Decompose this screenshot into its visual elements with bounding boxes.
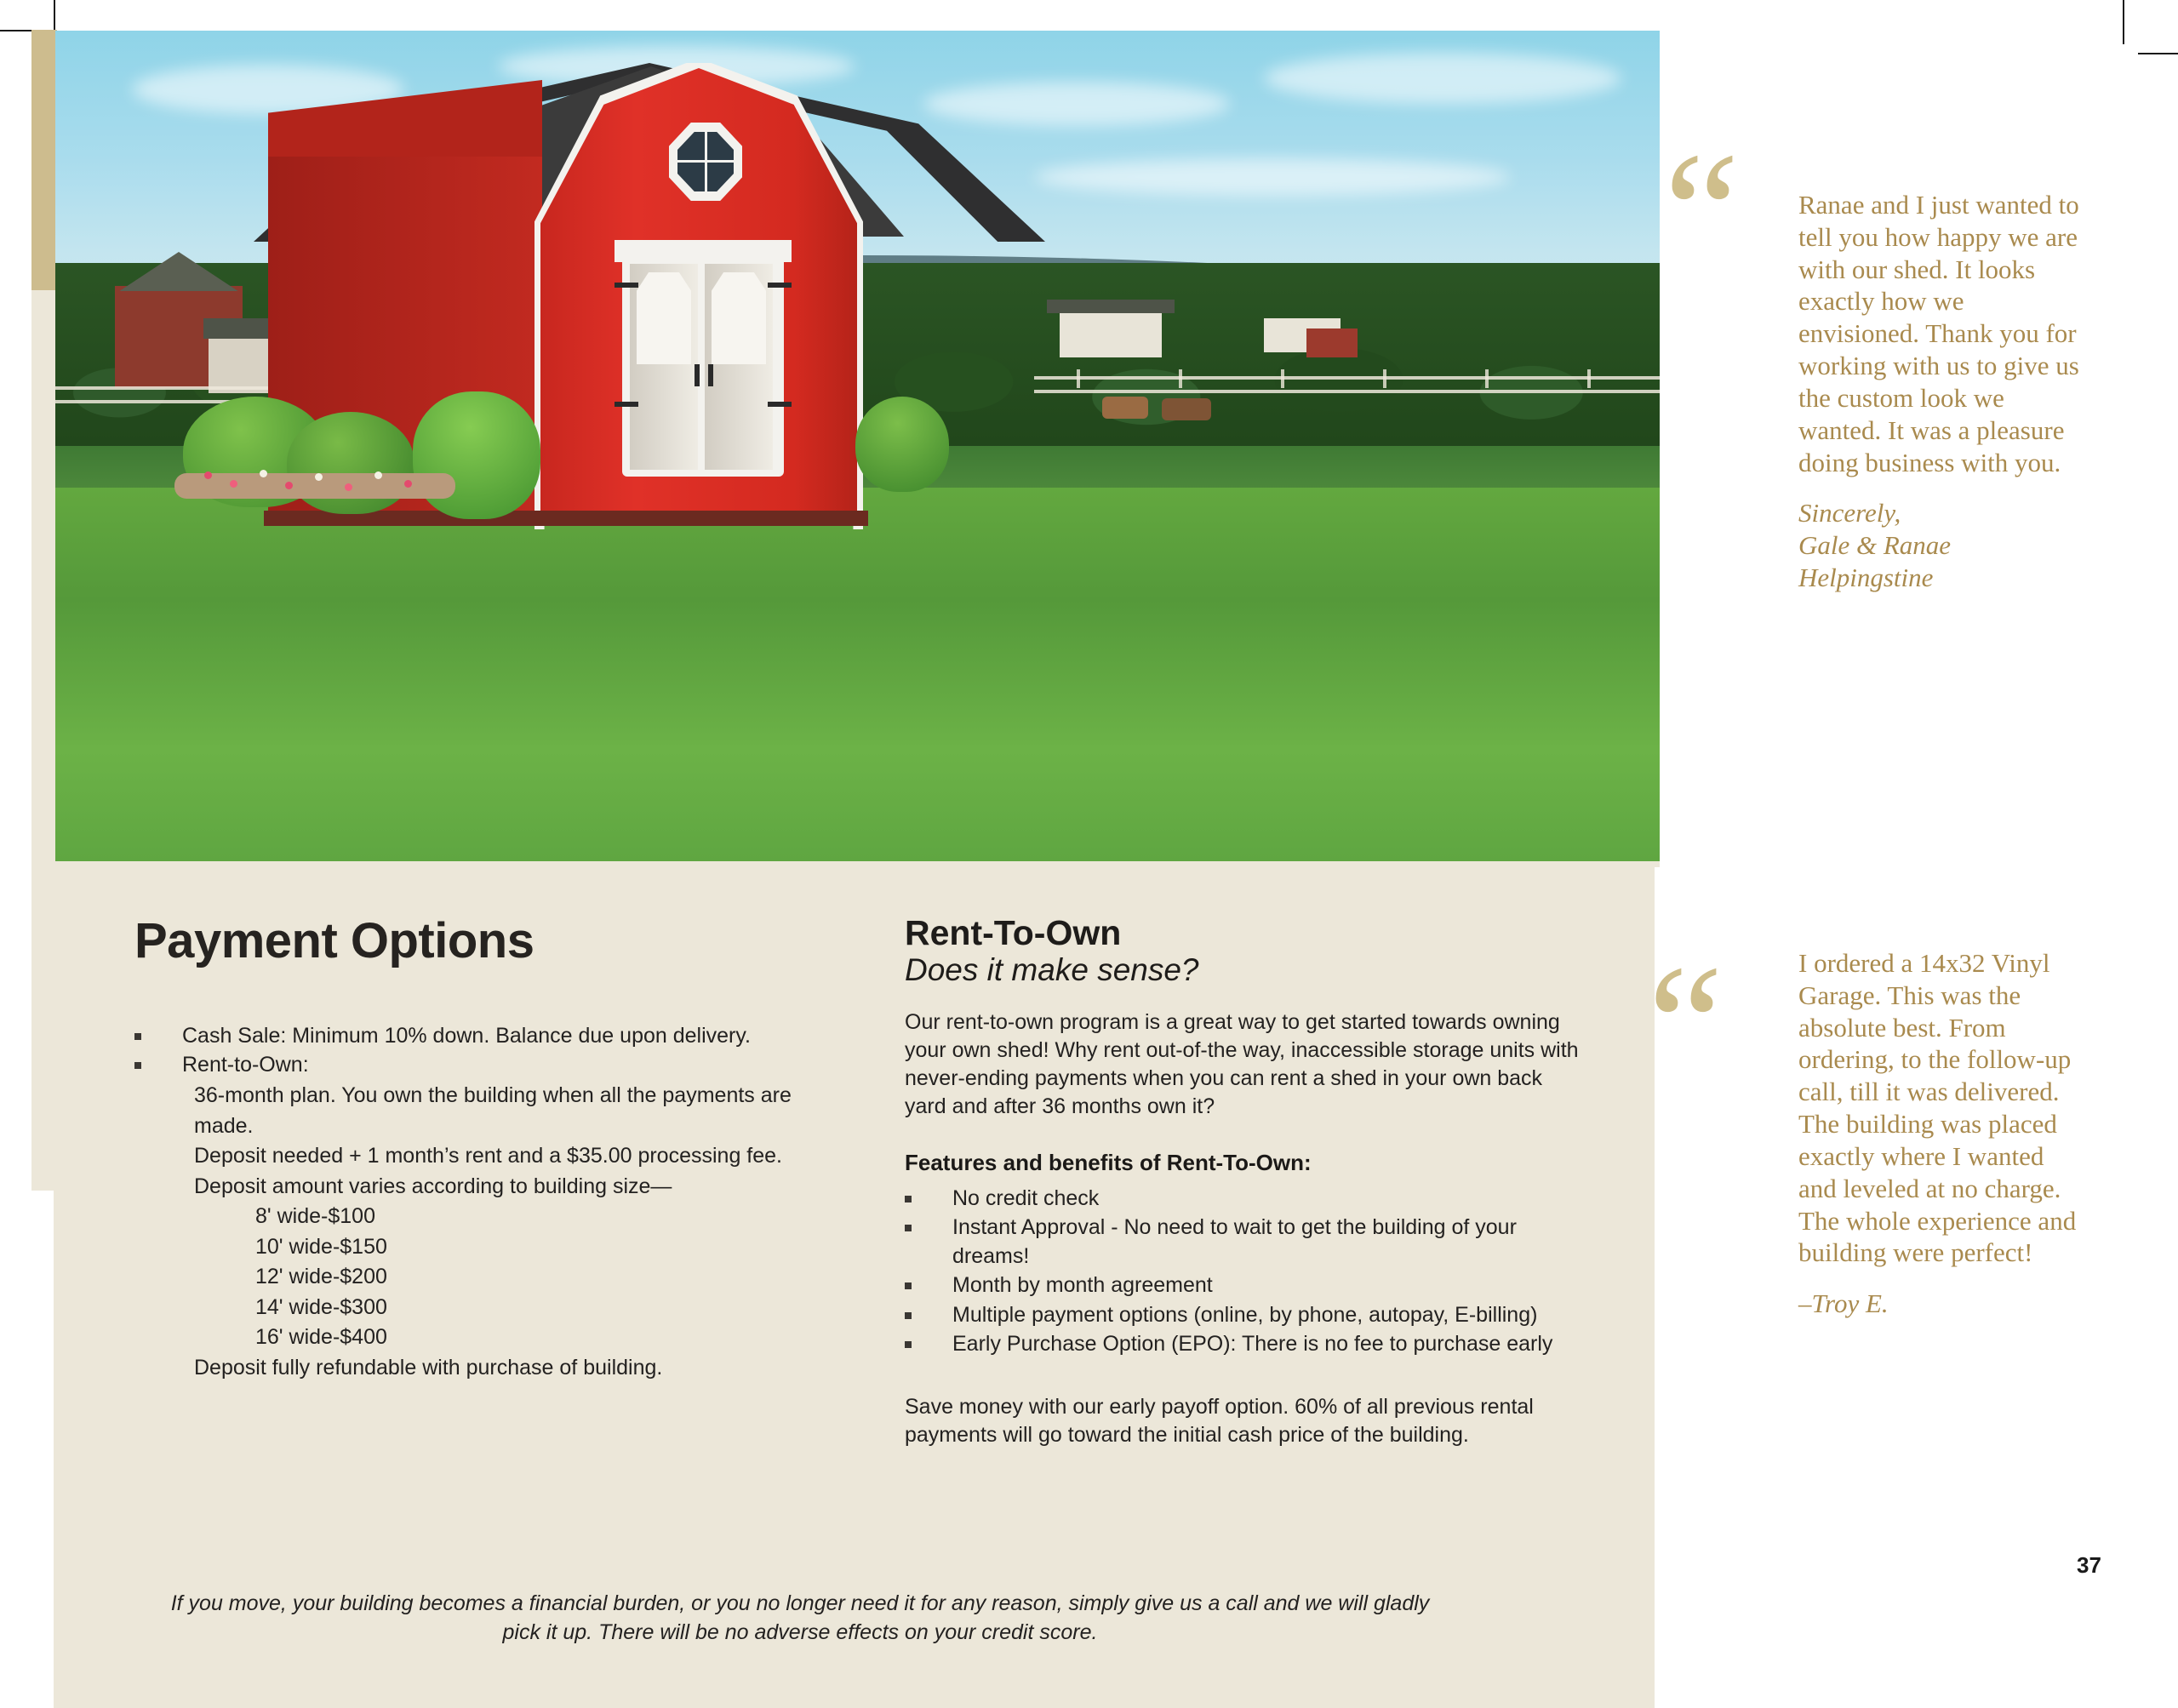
early-payoff-paragraph: Save money with our early payoff option. 60% of all previous rental payments will go toward the initial cash price of the building. xyxy=(905,1394,1534,1447)
hero-photo-shed xyxy=(55,31,1660,861)
door-panel xyxy=(637,272,691,364)
tan-accent-strip xyxy=(31,30,57,290)
list-item: Month by month agreement xyxy=(905,1271,1586,1300)
shrub xyxy=(287,412,414,514)
door-hinge xyxy=(768,283,792,288)
section-title: Rent-To-Own xyxy=(905,913,1122,952)
door-hinge xyxy=(768,402,792,407)
background-building-roof xyxy=(1047,300,1175,313)
background-building xyxy=(1060,311,1162,357)
list-item: Instant Approval - No need to wait to get the building of your dreams! xyxy=(905,1214,1586,1271)
quote-open-icon: “ xyxy=(1664,118,1740,306)
cloud xyxy=(1034,158,1511,196)
page-number: 37 xyxy=(2077,1552,2101,1578)
rent-to-own-column xyxy=(905,915,1586,1449)
list-item: Early Purchase Option (EPO): There is no fee to purchase early xyxy=(905,1330,1586,1359)
door-left xyxy=(630,264,698,470)
flower xyxy=(260,470,267,477)
flower xyxy=(230,480,237,488)
deposit-size-row: 10' wide-$150 xyxy=(255,1234,387,1259)
door-hinge xyxy=(615,283,638,288)
flower xyxy=(345,483,352,491)
door-handle xyxy=(708,364,713,386)
testimonial-body: Ranae and I just wanted to tell you how happy we are with our shed. It looks exactly how we envisioned. Thank you for working with us to give us the custom look we wanted. It was a pleasure doing business with you. xyxy=(1798,190,2079,477)
grazing-horse xyxy=(1162,398,1211,420)
payment-options-column xyxy=(134,912,832,1383)
rto-detail-line: 36-month plan. You own the building when all the payments are made. xyxy=(194,1083,792,1138)
fence-post xyxy=(1077,369,1080,388)
flower xyxy=(404,480,412,488)
fence-post xyxy=(1383,369,1386,388)
fence-rail xyxy=(1034,376,1660,380)
crop-mark-top-right-horizontal xyxy=(2138,53,2178,54)
flower xyxy=(204,471,212,479)
crop-mark-top-right-vertical xyxy=(2123,0,2124,44)
section-subtitle: Does it make sense? xyxy=(905,952,1199,988)
quote-open-icon: “ xyxy=(1648,931,1724,1119)
page-title: Payment Options xyxy=(134,913,534,968)
list-item: Cash Sale: Minimum 10% down. Balance due upon delivery. xyxy=(134,1022,832,1051)
deposit-size-row: 14' wide-$300 xyxy=(255,1294,387,1319)
deposit-size-row: 16' wide-$400 xyxy=(255,1325,387,1349)
cloud xyxy=(1264,53,1621,104)
background-shed-red xyxy=(1306,328,1358,357)
rto-detail-line: Deposit needed + 1 month’s rent and a $35.00 processing fee. xyxy=(194,1144,782,1168)
deposit-size-row: 8' wide-$100 xyxy=(255,1204,375,1228)
flower xyxy=(374,471,382,479)
fence-post xyxy=(1179,369,1182,388)
fence-post xyxy=(1281,369,1284,388)
door-right xyxy=(705,264,773,470)
features-list xyxy=(905,1185,1586,1359)
payment-options-list xyxy=(134,1022,832,1079)
testimonial-author: –Troy E. xyxy=(1798,1288,1889,1319)
list-item: Rent-to-Own: xyxy=(134,1051,832,1080)
list-item: No credit check xyxy=(905,1185,1586,1214)
window-mullion-horizontal xyxy=(677,160,734,163)
rto-detail-line: Deposit amount varies according to building size— xyxy=(194,1174,672,1198)
footer-disclaimer: If you move, your building becomes a financial burden, or you no longer need it for any reason, simply give us a call and we will gladly pick it up. There will be no adverse effects on your credit score. xyxy=(170,1591,1430,1644)
testimonial-body: I ordered a 14x32 Vinyl Garage. This was the absolute best. From ordering, to the follow-up call, till it was delivered. The building was placed exactly where I wanted and leveled at no charge. The whole experience and building were perfect! xyxy=(1798,948,2077,1268)
flower xyxy=(315,473,323,481)
list-item: Multiple payment options (online, by phone, autopay, E-billing) xyxy=(905,1301,1586,1330)
rto-intro-paragraph: Our rent-to-own program is a great way to get started towards owning your own shed! Why rent out-of-the way, inaccessible storage units with never-ending payments when you can rent a shed in your own back yard and after 36 months own it? xyxy=(905,1009,1579,1118)
testimonial-author: Gale & Ranae Helpingstine xyxy=(1798,530,1952,592)
foreground-lawn xyxy=(55,488,1660,861)
testimonial-2 xyxy=(1798,947,2079,1320)
fence-rail xyxy=(1034,390,1660,393)
deposit-refund-note: Deposit fully refundable with purchase of building. xyxy=(194,1355,663,1380)
door-panel xyxy=(712,272,766,364)
cloud xyxy=(923,82,1230,126)
shrub xyxy=(413,391,540,519)
door-handle xyxy=(695,364,700,386)
testimonial-1 xyxy=(1798,189,2079,594)
shrub xyxy=(855,397,949,492)
testimonial-signoff: Sincerely, xyxy=(1798,498,1901,528)
fence-post xyxy=(1485,369,1489,388)
features-heading: Features and benefits of Rent-To-Own: xyxy=(905,1149,1312,1175)
fence-post xyxy=(1587,369,1591,388)
deposit-size-row: 12' wide-$200 xyxy=(255,1265,387,1288)
door-hinge xyxy=(615,402,638,407)
grazing-horse xyxy=(1102,397,1148,419)
flower xyxy=(285,482,293,489)
